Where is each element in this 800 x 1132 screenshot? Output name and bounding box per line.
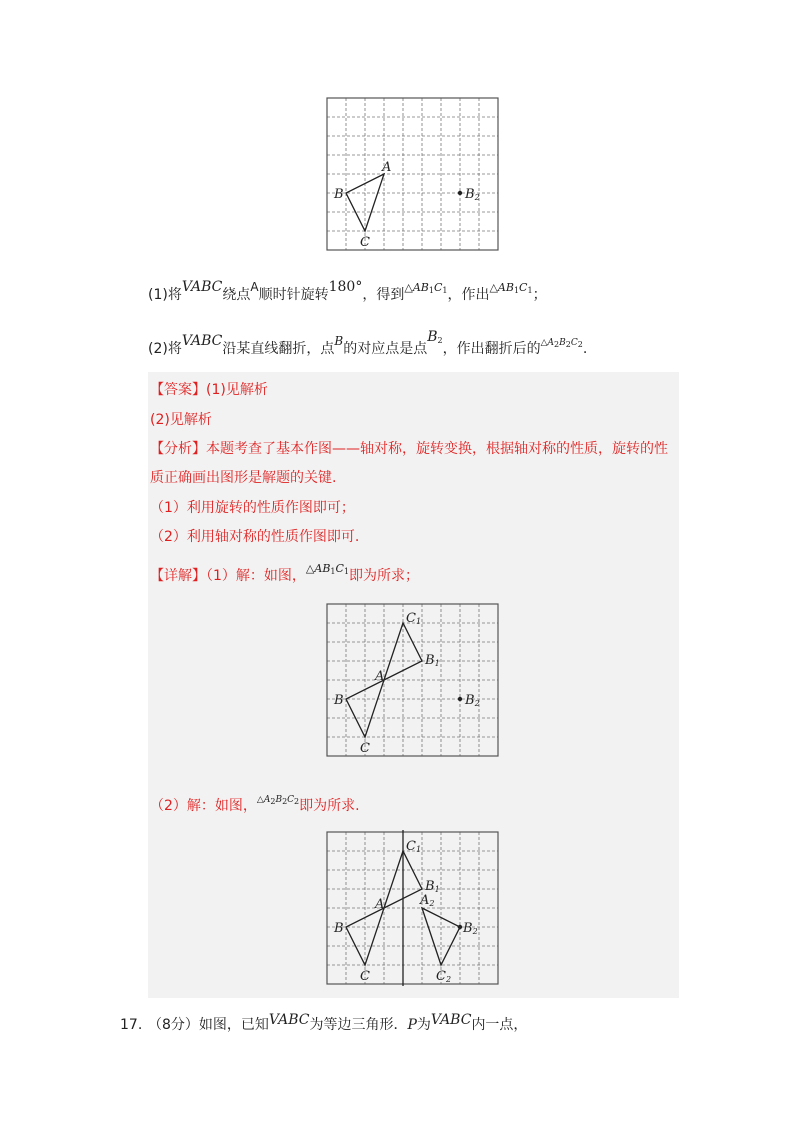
detail-text: （2）解：如图， — [150, 798, 257, 814]
label-c2: C2 — [436, 969, 452, 984]
label-c: C — [360, 741, 370, 756]
question-number: 17. — [120, 1017, 143, 1033]
answer-2: (2)见解析 — [150, 412, 212, 428]
label-a2: A2 — [420, 893, 435, 908]
question-text: 为等边三角形． — [309, 1017, 408, 1033]
part-number: (1) — [148, 287, 168, 303]
text: ，作出翻折后的 — [442, 341, 541, 357]
angle: 180° — [328, 279, 363, 295]
point-b2 — [458, 697, 462, 701]
analysis-line-1 — [150, 438, 668, 458]
text: 沿某直线翻折，点 — [222, 341, 335, 357]
point-a: A — [250, 280, 259, 294]
figure-rotation-grid — [320, 600, 510, 762]
label-b2: B2 — [465, 693, 480, 708]
text: ，得到 — [362, 287, 405, 303]
triangle-ab1c1: △AB1C1 — [305, 562, 350, 576]
triangle-abc — [346, 174, 384, 231]
detail-label: 【详解】 — [150, 568, 206, 584]
triangle-a2b2c2: △A2B2C2 — [540, 338, 583, 349]
label-a: A — [375, 897, 385, 912]
step-2 — [150, 526, 359, 546]
label-c1: C1 — [406, 839, 422, 854]
text: . — [582, 341, 588, 357]
question-text: 内一点， — [471, 1017, 528, 1033]
label-c1: C1 — [406, 611, 422, 626]
label-b2: B2 — [463, 921, 478, 936]
triangle-abc — [346, 680, 384, 737]
label-b: B — [334, 693, 344, 708]
label-b: B — [334, 921, 344, 936]
step-1 — [150, 497, 355, 517]
analysis-text: 本题考查了基本作图——轴对称，旋转变换，根据轴对称的性质，旋转的性 — [206, 441, 668, 457]
text: ，作出 — [447, 287, 490, 303]
point-p: P — [407, 1017, 417, 1033]
detail-2 — [150, 795, 360, 815]
triangle-symbol: VABC — [268, 1012, 310, 1028]
question-part-2 — [148, 329, 588, 358]
detail-1 — [150, 562, 420, 585]
part-number: (2) — [148, 341, 168, 357]
triangle-abc — [346, 908, 384, 965]
triangle-symbol: VABC — [181, 333, 223, 349]
triangle-ab1c1: △AB1C1 — [404, 281, 448, 295]
triangle-symbol: VABC — [430, 1012, 472, 1028]
triangle-a2b2c2: △A2B2C2 — [256, 795, 300, 806]
label-b1: B1 — [425, 879, 440, 894]
text: ； — [532, 287, 547, 303]
figure-original-grid — [320, 94, 510, 256]
answer-line-2 — [150, 409, 212, 429]
point-b2: $B_2$ — [427, 329, 443, 345]
analysis-text: 质正确画出图形是解题的关键. — [150, 470, 337, 486]
label-b2: B2 — [465, 187, 480, 202]
label-a: A — [375, 669, 385, 684]
point-b2 — [458, 191, 462, 195]
triangle-a2b2c2 — [422, 908, 460, 965]
point-b: B — [334, 334, 344, 348]
detail-text: 即为所求； — [349, 568, 420, 584]
label-c: C — [360, 969, 370, 984]
analysis-line-2 — [150, 467, 336, 487]
question-part-1 — [148, 279, 547, 304]
answer-1: (1)见解析 — [206, 382, 268, 398]
label-a: A — [382, 160, 392, 175]
text: 将 — [167, 287, 182, 303]
triangle-ab1c1: △AB1C1 — [489, 281, 533, 295]
question-text: 为 — [416, 1017, 431, 1033]
point-b2 — [458, 925, 462, 929]
text: 顺时针旋转 — [258, 287, 329, 303]
label-b1: B1 — [425, 653, 440, 668]
question-text: （8分）如图，已知 — [148, 1017, 269, 1033]
text: 将 — [167, 341, 182, 357]
figure-reflection-grid — [320, 828, 510, 990]
detail-text: 即为所求. — [299, 798, 360, 814]
text: 绕点 — [222, 287, 251, 303]
text: 的对应点是点 — [343, 341, 428, 357]
question-17 — [120, 1014, 527, 1034]
label-c: C — [360, 235, 370, 250]
step-text: （1）利用旋转的性质作图即可； — [150, 500, 355, 516]
label-b: B — [334, 187, 344, 202]
analysis-label: 【分析】 — [150, 441, 206, 457]
detail-text: （1）解：如图， — [206, 568, 306, 584]
answer-label: 【答案】 — [150, 382, 206, 398]
answer-line-1 — [150, 379, 268, 399]
triangle-symbol: VABC — [181, 279, 223, 295]
step-text: （2）利用轴对称的性质作图即可. — [150, 529, 360, 545]
